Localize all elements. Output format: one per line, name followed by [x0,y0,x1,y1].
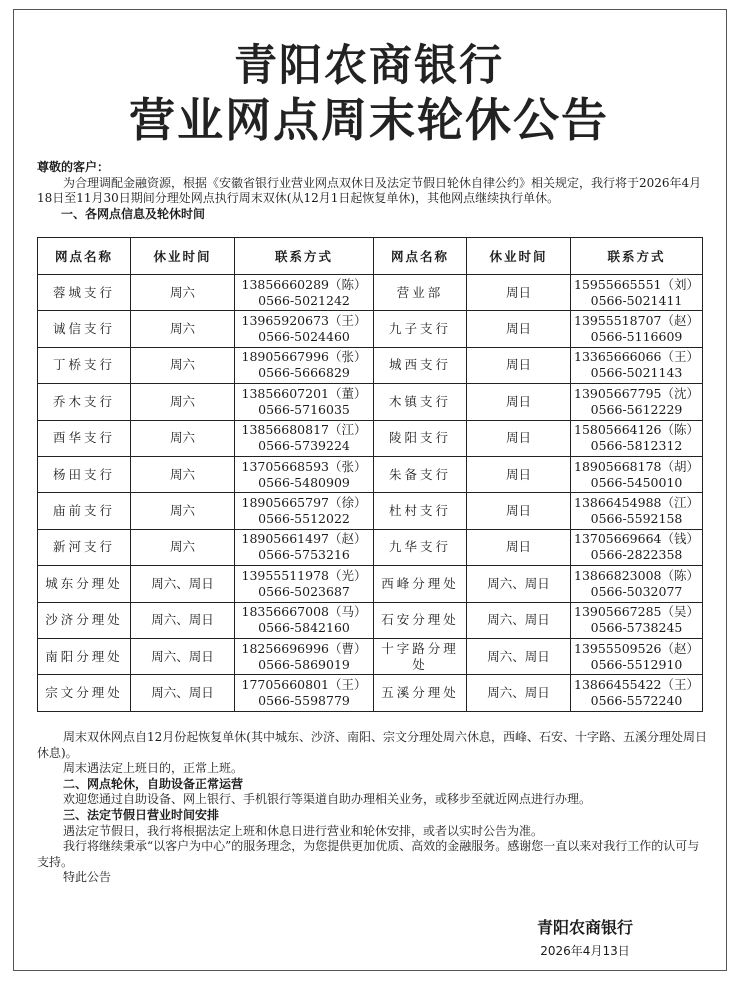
header-closed-day: 休业时间 [131,238,235,275]
branch-name-cell: 丁桥支行 [38,347,131,383]
paragraph-self-service: 欢迎您通过自助设备、网上银行、手机银行等渠道自助办理相关业务，或移步至就近网点进行办理。 [63,792,592,807]
closed-day-cell: 周六 [131,347,235,383]
branch-name-cell: 朱备支行 [374,456,467,492]
contact-cell [235,529,374,565]
signature-block [500,915,670,959]
contact-cell [235,311,374,347]
branch-name-cell: 宗文分理处 [38,675,131,711]
section-heading-2: 二、网点轮休，自助设备正常运营 [63,776,244,791]
landline-number: 0566-5753216 [258,547,350,563]
landline-number: 0566-5023687 [258,583,350,599]
landline-number: 0566-5024460 [258,329,350,345]
closed-day-cell: 周六、周日 [467,602,571,638]
closed-day-cell: 周六 [131,529,235,565]
landline-number: 0566-5021143 [590,365,683,381]
mobile-number: 15955665551（刘） [574,276,699,292]
header-branch-name: 网点名称 [374,238,467,275]
closed-day-cell: 周六、周日 [467,566,571,602]
branch-name-cell: 新河支行 [38,529,131,565]
landline-number: 0566-5512910 [590,656,683,672]
paragraph-resume-single-rest: 周末双休网点自12月份起恢复单休(其中城东、沙济、南阳、宗文分理处周六休息，西峰、石安、十字路、五溪分理处周日休息)。 [37,730,707,760]
branch-name-cell: 城西支行 [374,347,467,383]
mobile-number: 13955518707（赵） [574,313,699,329]
branch-name-cell: 木镇支行 [374,384,467,420]
landline-number: 0566-5572240 [590,692,683,708]
notice-title-bank: 青阳农商银行 [234,41,504,91]
landline-number: 0566-5512022 [258,511,350,527]
branch-name-cell: 营业部 [374,275,467,311]
branch-name-cell: 酉华支行 [38,420,131,456]
mobile-number: 13365666066（王） [574,349,699,365]
closed-day-cell: 周六、周日 [131,602,235,638]
table-header-row [38,238,703,275]
table-row [38,602,703,638]
header-branch-name: 网点名称 [38,238,131,275]
mobile-number: 13705668593（张） [241,458,367,474]
mobile-number: 13955511978（光） [241,567,367,583]
table-row [38,493,703,529]
mobile-number: 13856607201（董） [241,385,367,401]
mobile-number: 13905667795（沈） [574,385,699,401]
closed-day-cell: 周六 [131,456,235,492]
landline-number: 0566-5739224 [258,438,350,454]
contact-cell [571,493,703,529]
branch-name-cell: 南阳分理处 [38,638,131,674]
landline-number: 0566-5592158 [590,511,683,527]
landline-number: 0566-5812312 [590,438,683,454]
paragraph-legal-workday: 周末遇法定上班日的，正常上班。 [63,761,244,776]
contact-cell [235,347,374,383]
closed-day-cell: 周六 [131,420,235,456]
landline-number: 0566-2822358 [590,547,683,563]
closed-day-cell: 周日 [467,384,571,420]
landline-number: 0566-5716035 [258,401,350,417]
contact-cell [571,420,703,456]
mobile-number: 13905667285（吴） [574,604,699,620]
landline-number: 0566-5450010 [590,474,683,490]
landline-number: 0566-5598779 [258,692,350,708]
contact-cell [571,384,703,420]
branch-name-cell: 九子支行 [374,311,467,347]
greeting: 尊敬的客户： [37,160,110,174]
table-row [38,420,703,456]
contact-cell [235,384,374,420]
mobile-number: 18356667008（马） [241,604,367,620]
contact-cell [571,638,703,674]
contact-cell [235,493,374,529]
closed-day-cell: 周日 [467,275,571,311]
paragraph-closing: 特此公告 [63,870,112,885]
contact-cell [235,420,374,456]
branch-name-cell: 城东分理处 [38,566,131,602]
mobile-number: 13866455422（王） [574,676,699,692]
closed-day-cell: 周六、周日 [131,675,235,711]
notice-title: 营业网点周末轮休公告 [129,93,609,147]
contact-cell [571,311,703,347]
closed-day-cell: 周日 [467,456,571,492]
intro-paragraph: 为合理调配金融资源，根据《安徽省银行业营业网点双休日及法定节假日轮休自律公约》相关规定，我行将于2026年4月18日至11月30日期间分理处网点执行周末双休(从12月1日起恢复单休)，其他网点继续执行单休。 [37,175,702,205]
branch-name-cell: 蓉城支行 [38,275,131,311]
closed-day-cell: 周日 [467,529,571,565]
contact-cell [235,566,374,602]
mobile-number: 18905667996（张） [241,349,367,365]
landline-number: 0566-5021411 [590,292,683,308]
table-row [38,311,703,347]
mobile-number: 13866823008（陈） [574,567,699,583]
header-closed-day: 休业时间 [467,238,571,275]
contact-cell [571,347,703,383]
branch-name-cell: 杨田支行 [38,456,131,492]
branch-name-cell: 石安分理处 [374,602,467,638]
contact-cell [235,602,374,638]
section-heading-1: 一、各网点信息及轮休时间 [61,206,206,221]
landline-number: 0566-5738245 [590,620,683,636]
notice-body [37,730,707,886]
contact-cell [571,275,703,311]
closed-day-cell: 周六、周日 [467,638,571,674]
contact-cell [235,638,374,674]
contact-cell [235,675,374,711]
closed-day-cell: 周六、周日 [131,638,235,674]
closed-day-cell: 周六 [131,384,235,420]
landline-number: 0566-5869019 [258,656,350,672]
contact-cell [235,456,374,492]
table-row [38,456,703,492]
closed-day-cell: 周六 [131,493,235,529]
closed-day-cell: 周日 [467,493,571,529]
table-row [38,384,703,420]
contact-cell [235,275,374,311]
branch-schedule-table [37,237,703,712]
branch-name-cell: 诚信支行 [38,311,131,347]
mobile-number: 18256696996（曹） [241,640,367,656]
mobile-number: 13955509526（赵） [574,640,699,656]
contact-cell [571,566,703,602]
table-row [38,675,703,711]
mobile-number: 18905668178（胡） [574,458,699,474]
header-contact: 联系方式 [235,238,374,275]
paragraph-holiday: 遇法定节假日，我行将根据法定上班和休息日进行营业和轮休安排，或者以实时公告为准。 [63,823,544,838]
mobile-number: 13866454988（江） [574,495,699,511]
branch-name-cell: 陵阳支行 [374,420,467,456]
table-row [38,638,703,674]
landline-number: 0566-5116609 [590,329,683,345]
landline-number: 0566-5612229 [590,401,683,417]
landline-number: 0566-5480909 [258,474,350,490]
landline-number: 0566-5666829 [258,365,350,381]
contact-cell [571,456,703,492]
table-row [38,347,703,383]
mobile-number: 18905661497（赵） [241,531,367,547]
table-row [38,529,703,565]
closed-day-cell: 周六、周日 [131,566,235,602]
paragraph-thanks: 我行将继续秉承“以客户为中心”的服务理念，为您提供更加优质、高效的金融服务。感谢您一直以来对我行工作的认可与支持。 [37,839,700,869]
header-contact: 联系方式 [571,238,703,275]
branch-name-cell: 西峰分理处 [374,566,467,602]
mobile-number: 18905665797（徐） [241,495,367,511]
closed-day-cell: 周六 [131,311,235,347]
closed-day-cell: 周日 [467,347,571,383]
contact-cell [571,529,703,565]
landline-number: 0566-5842160 [258,620,350,636]
closed-day-cell: 周日 [467,420,571,456]
mobile-number: 13856680817（江） [241,422,367,438]
intro-section [37,160,707,222]
signature-bank: 青阳农商银行 [536,918,633,937]
branch-name-cell: 沙济分理处 [38,602,131,638]
closed-day-cell: 周六 [131,275,235,311]
mobile-number: 17705660801（王） [241,676,367,692]
branch-name-cell: 九华支行 [374,529,467,565]
closed-day-cell: 周日 [467,311,571,347]
branch-name-cell: 庙前支行 [38,493,131,529]
table-row [38,275,703,311]
mobile-number: 13856660289（陈） [241,276,367,292]
branch-name-cell: 十字路分理处 [374,638,467,674]
landline-number: 0566-5032077 [590,583,683,599]
signature-date: 2026年4月13日 [540,944,630,958]
branch-name-cell: 五溪分理处 [374,675,467,711]
closed-day-cell: 周六、周日 [467,675,571,711]
contact-cell [571,602,703,638]
branch-name-cell: 乔木支行 [38,384,131,420]
mobile-number: 15805664126（陈） [574,422,699,438]
section-heading-3: 三、法定节假日营业时间安排 [63,807,220,822]
branch-name-cell: 杜村支行 [374,493,467,529]
landline-number: 0566-5021242 [258,292,350,308]
contact-cell [571,675,703,711]
table-row [38,566,703,602]
mobile-number: 13965920673（王） [241,313,367,329]
mobile-number: 13705669664（钱） [574,531,699,547]
